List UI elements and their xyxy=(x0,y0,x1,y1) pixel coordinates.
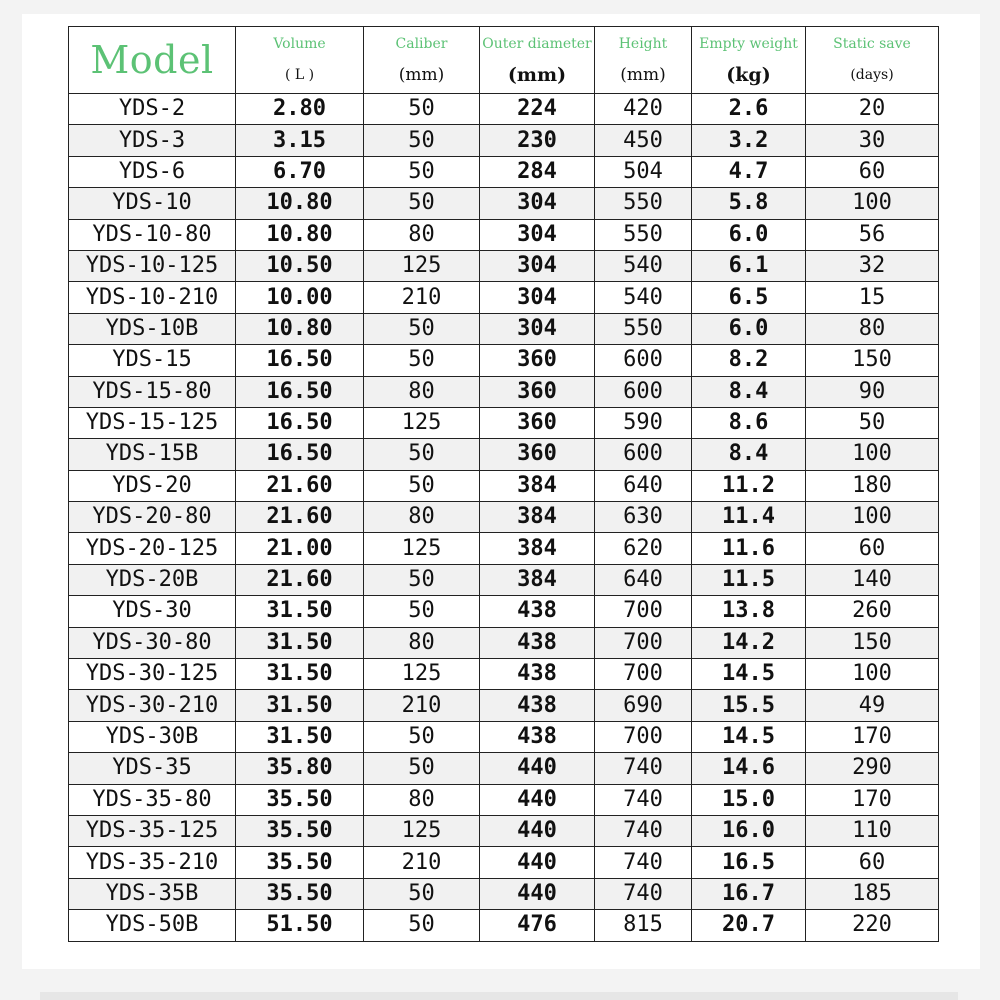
cell-model: YDS-35B xyxy=(69,878,236,909)
cell-model: YDS-2 xyxy=(69,94,236,125)
cell-empty-weight: 6.0 xyxy=(692,219,806,250)
cell-caliber: 50 xyxy=(364,878,480,909)
cell-model: YDS-35 xyxy=(69,753,236,784)
cell-empty-weight: 16.7 xyxy=(692,878,806,909)
header-model xyxy=(69,27,236,94)
cell-empty-weight: 15.5 xyxy=(692,690,806,721)
table-row xyxy=(69,282,939,313)
empty-weight-heading: Empty weight xyxy=(699,36,798,52)
table-row xyxy=(69,564,939,595)
cell-static-save: 100 xyxy=(806,659,939,690)
cell-caliber: 210 xyxy=(364,847,480,878)
cell-model: YDS-10-125 xyxy=(69,250,236,281)
cell-volume: 31.50 xyxy=(236,659,364,690)
cell-static-save: 260 xyxy=(806,596,939,627)
table-row xyxy=(69,313,939,344)
cell-caliber: 50 xyxy=(364,721,480,752)
table-row xyxy=(69,910,939,941)
cell-height: 740 xyxy=(595,815,692,846)
cell-outer-diameter: 304 xyxy=(480,313,595,344)
table-row xyxy=(69,690,939,721)
table-row xyxy=(69,815,939,846)
cell-caliber: 50 xyxy=(364,313,480,344)
cell-volume: 35.80 xyxy=(236,753,364,784)
caliber-unit: (mm) xyxy=(398,65,445,85)
cell-caliber: 50 xyxy=(364,753,480,784)
static-save-heading: Static save xyxy=(833,36,911,52)
cell-outer-diameter: 304 xyxy=(480,250,595,281)
table-row xyxy=(69,125,939,156)
cell-height: 700 xyxy=(595,627,692,658)
cell-empty-weight: 11.6 xyxy=(692,533,806,564)
table-row xyxy=(69,659,939,690)
cell-empty-weight: 16.5 xyxy=(692,847,806,878)
cell-volume: 31.50 xyxy=(236,596,364,627)
cell-height: 540 xyxy=(595,250,692,281)
cell-static-save: 150 xyxy=(806,345,939,376)
cell-outer-diameter: 304 xyxy=(480,219,595,250)
table-row xyxy=(69,156,939,187)
cell-volume: 3.15 xyxy=(236,125,364,156)
cell-empty-weight: 6.1 xyxy=(692,250,806,281)
cell-height: 600 xyxy=(595,345,692,376)
cell-volume: 16.50 xyxy=(236,376,364,407)
cell-outer-diameter: 230 xyxy=(480,125,595,156)
cell-height: 740 xyxy=(595,753,692,784)
cell-caliber: 80 xyxy=(364,627,480,658)
static-save-unit: (days) xyxy=(850,67,894,83)
cell-volume: 31.50 xyxy=(236,721,364,752)
cell-empty-weight: 4.7 xyxy=(692,156,806,187)
cell-static-save: 90 xyxy=(806,376,939,407)
cell-volume: 16.50 xyxy=(236,439,364,470)
table-row xyxy=(69,439,939,470)
table-row xyxy=(69,345,939,376)
cell-static-save: 100 xyxy=(806,502,939,533)
cell-caliber: 80 xyxy=(364,784,480,815)
cell-model: YDS-20B xyxy=(69,564,236,595)
cell-volume: 51.50 xyxy=(236,910,364,941)
cell-outer-diameter: 384 xyxy=(480,564,595,595)
cell-caliber: 210 xyxy=(364,282,480,313)
cell-empty-weight: 14.6 xyxy=(692,753,806,784)
cell-outer-diameter: 438 xyxy=(480,596,595,627)
cell-volume: 35.50 xyxy=(236,878,364,909)
cell-static-save: 60 xyxy=(806,847,939,878)
cell-height: 550 xyxy=(595,219,692,250)
cell-volume: 16.50 xyxy=(236,345,364,376)
table-row xyxy=(69,721,939,752)
model-heading: Model xyxy=(90,38,214,82)
cell-volume: 21.00 xyxy=(236,533,364,564)
cell-height: 640 xyxy=(595,564,692,595)
cell-caliber: 50 xyxy=(364,910,480,941)
cell-outer-diameter: 440 xyxy=(480,878,595,909)
table-row xyxy=(69,250,939,281)
cell-height: 690 xyxy=(595,690,692,721)
cell-caliber: 210 xyxy=(364,690,480,721)
header-row xyxy=(69,27,939,94)
cell-outer-diameter: 360 xyxy=(480,407,595,438)
cell-height: 815 xyxy=(595,910,692,941)
cell-volume: 21.60 xyxy=(236,564,364,595)
cell-outer-diameter: 440 xyxy=(480,847,595,878)
cell-caliber: 125 xyxy=(364,250,480,281)
cell-height: 540 xyxy=(595,282,692,313)
table-row xyxy=(69,753,939,784)
cell-model: YDS-15 xyxy=(69,345,236,376)
cell-outer-diameter: 304 xyxy=(480,188,595,219)
cell-model: YDS-10-80 xyxy=(69,219,236,250)
cell-empty-weight: 13.8 xyxy=(692,596,806,627)
cell-empty-weight: 3.2 xyxy=(692,125,806,156)
cell-height: 600 xyxy=(595,376,692,407)
cell-volume: 21.60 xyxy=(236,470,364,501)
cell-height: 700 xyxy=(595,596,692,627)
height-heading: Height xyxy=(618,36,668,52)
cell-height: 740 xyxy=(595,878,692,909)
cell-outer-diameter: 360 xyxy=(480,439,595,470)
cell-caliber: 50 xyxy=(364,564,480,595)
cell-static-save: 220 xyxy=(806,910,939,941)
cell-volume: 31.50 xyxy=(236,627,364,658)
cell-outer-diameter: 384 xyxy=(480,502,595,533)
cell-volume: 10.00 xyxy=(236,282,364,313)
header-static-save xyxy=(806,27,939,94)
header-height xyxy=(595,27,692,94)
cell-model: YDS-15-125 xyxy=(69,407,236,438)
volume-unit: ( L ) xyxy=(284,67,315,83)
cell-static-save: 20 xyxy=(806,94,939,125)
cell-model: YDS-20-80 xyxy=(69,502,236,533)
cell-static-save: 60 xyxy=(806,533,939,564)
cell-caliber: 50 xyxy=(364,345,480,376)
cell-static-save: 100 xyxy=(806,439,939,470)
cell-static-save: 110 xyxy=(806,815,939,846)
volume-heading: Volume xyxy=(273,36,326,52)
cell-outer-diameter: 440 xyxy=(480,815,595,846)
table-row xyxy=(69,596,939,627)
cell-model: YDS-3 xyxy=(69,125,236,156)
cell-model: YDS-30-210 xyxy=(69,690,236,721)
cell-model: YDS-30-80 xyxy=(69,627,236,658)
cell-empty-weight: 11.2 xyxy=(692,470,806,501)
cell-empty-weight: 14.5 xyxy=(692,721,806,752)
cell-caliber: 50 xyxy=(364,596,480,627)
cell-outer-diameter: 384 xyxy=(480,470,595,501)
cell-outer-diameter: 440 xyxy=(480,753,595,784)
table-row xyxy=(69,533,939,564)
cell-empty-weight: 5.8 xyxy=(692,188,806,219)
cell-caliber: 50 xyxy=(364,94,480,125)
cell-model: YDS-50B xyxy=(69,910,236,941)
cell-height: 740 xyxy=(595,784,692,815)
cell-empty-weight: 11.4 xyxy=(692,502,806,533)
cell-empty-weight: 14.2 xyxy=(692,627,806,658)
cell-volume: 10.50 xyxy=(236,250,364,281)
cell-height: 700 xyxy=(595,721,692,752)
table-row xyxy=(69,188,939,219)
cell-caliber: 125 xyxy=(364,407,480,438)
outer-diameter-heading: Outer diameter xyxy=(482,36,592,52)
cell-model: YDS-30-125 xyxy=(69,659,236,690)
cell-height: 620 xyxy=(595,533,692,564)
cell-static-save: 60 xyxy=(806,156,939,187)
empty-weight-unit: (kg) xyxy=(726,64,771,86)
cell-model: YDS-35-80 xyxy=(69,784,236,815)
cell-static-save: 290 xyxy=(806,753,939,784)
header-caliber xyxy=(364,27,480,94)
cell-outer-diameter: 438 xyxy=(480,659,595,690)
cell-outer-diameter: 224 xyxy=(480,94,595,125)
cell-outer-diameter: 360 xyxy=(480,345,595,376)
table-row xyxy=(69,407,939,438)
cell-height: 450 xyxy=(595,125,692,156)
cell-outer-diameter: 438 xyxy=(480,721,595,752)
cell-height: 550 xyxy=(595,313,692,344)
cell-volume: 35.50 xyxy=(236,784,364,815)
cell-model: YDS-10B xyxy=(69,313,236,344)
table-row xyxy=(69,376,939,407)
cell-height: 600 xyxy=(595,439,692,470)
header-empty-weight xyxy=(692,27,806,94)
cell-volume: 10.80 xyxy=(236,219,364,250)
footer-band xyxy=(40,992,958,1000)
cell-model: YDS-35-125 xyxy=(69,815,236,846)
cell-static-save: 180 xyxy=(806,470,939,501)
cell-static-save: 15 xyxy=(806,282,939,313)
table-body xyxy=(69,94,939,942)
cell-static-save: 50 xyxy=(806,407,939,438)
cell-caliber: 80 xyxy=(364,502,480,533)
table-row xyxy=(69,470,939,501)
cell-caliber: 50 xyxy=(364,470,480,501)
cell-static-save: 56 xyxy=(806,219,939,250)
cell-caliber: 50 xyxy=(364,125,480,156)
table-header xyxy=(69,27,939,94)
cell-empty-weight: 8.6 xyxy=(692,407,806,438)
cell-caliber: 50 xyxy=(364,188,480,219)
cell-empty-weight: 6.0 xyxy=(692,313,806,344)
cell-volume: 10.80 xyxy=(236,313,364,344)
cell-empty-weight: 15.0 xyxy=(692,784,806,815)
cell-volume: 16.50 xyxy=(236,407,364,438)
cell-height: 504 xyxy=(595,156,692,187)
cell-height: 420 xyxy=(595,94,692,125)
table-row xyxy=(69,627,939,658)
height-unit: (mm) xyxy=(620,65,666,85)
cell-outer-diameter: 440 xyxy=(480,784,595,815)
cell-static-save: 170 xyxy=(806,721,939,752)
cell-model: YDS-10-210 xyxy=(69,282,236,313)
cell-volume: 6.70 xyxy=(236,156,364,187)
cell-volume: 10.80 xyxy=(236,188,364,219)
cell-model: YDS-30 xyxy=(69,596,236,627)
cell-volume: 31.50 xyxy=(236,690,364,721)
cell-outer-diameter: 476 xyxy=(480,910,595,941)
cell-static-save: 80 xyxy=(806,313,939,344)
cell-model: YDS-20-125 xyxy=(69,533,236,564)
table-row xyxy=(69,878,939,909)
cell-caliber: 80 xyxy=(364,376,480,407)
cell-volume: 35.50 xyxy=(236,815,364,846)
table-row xyxy=(69,502,939,533)
cell-model: YDS-35-210 xyxy=(69,847,236,878)
cell-height: 630 xyxy=(595,502,692,533)
cell-static-save: 100 xyxy=(806,188,939,219)
cell-model: YDS-10 xyxy=(69,188,236,219)
cell-empty-weight: 2.6 xyxy=(692,94,806,125)
cell-caliber: 50 xyxy=(364,439,480,470)
table-row xyxy=(69,219,939,250)
caliber-heading: Caliber xyxy=(395,36,448,52)
cell-empty-weight: 14.5 xyxy=(692,659,806,690)
cell-volume: 2.80 xyxy=(236,94,364,125)
cell-volume: 35.50 xyxy=(236,847,364,878)
cell-outer-diameter: 304 xyxy=(480,282,595,313)
cell-model: YDS-6 xyxy=(69,156,236,187)
cell-empty-weight: 8.4 xyxy=(692,439,806,470)
cell-static-save: 32 xyxy=(806,250,939,281)
cell-empty-weight: 8.4 xyxy=(692,376,806,407)
cell-height: 700 xyxy=(595,659,692,690)
cell-caliber: 80 xyxy=(364,219,480,250)
cell-model: YDS-15B xyxy=(69,439,236,470)
cell-outer-diameter: 360 xyxy=(480,376,595,407)
cell-static-save: 170 xyxy=(806,784,939,815)
cell-height: 640 xyxy=(595,470,692,501)
outer-diameter-unit: (mm) xyxy=(507,64,567,86)
cell-static-save: 49 xyxy=(806,690,939,721)
cell-empty-weight: 16.0 xyxy=(692,815,806,846)
table-row xyxy=(69,784,939,815)
cell-height: 740 xyxy=(595,847,692,878)
cell-height: 550 xyxy=(595,188,692,219)
cell-static-save: 150 xyxy=(806,627,939,658)
cell-empty-weight: 20.7 xyxy=(692,910,806,941)
table-row xyxy=(69,94,939,125)
cell-model: YDS-20 xyxy=(69,470,236,501)
cell-static-save: 30 xyxy=(806,125,939,156)
cell-static-save: 140 xyxy=(806,564,939,595)
cell-empty-weight: 6.5 xyxy=(692,282,806,313)
header-volume xyxy=(236,27,364,94)
cell-height: 590 xyxy=(595,407,692,438)
cell-caliber: 50 xyxy=(364,156,480,187)
cell-outer-diameter: 384 xyxy=(480,533,595,564)
cell-outer-diameter: 438 xyxy=(480,690,595,721)
product-spec-table xyxy=(68,26,939,942)
cell-empty-weight: 11.5 xyxy=(692,564,806,595)
header-outer-diameter xyxy=(480,27,595,94)
table-row xyxy=(69,847,939,878)
cell-static-save: 185 xyxy=(806,878,939,909)
cell-volume: 21.60 xyxy=(236,502,364,533)
cell-caliber: 125 xyxy=(364,659,480,690)
cell-outer-diameter: 438 xyxy=(480,627,595,658)
cell-caliber: 125 xyxy=(364,815,480,846)
cell-model: YDS-15-80 xyxy=(69,376,236,407)
cell-caliber: 125 xyxy=(364,533,480,564)
cell-empty-weight: 8.2 xyxy=(692,345,806,376)
cell-outer-diameter: 284 xyxy=(480,156,595,187)
cell-model: YDS-30B xyxy=(69,721,236,752)
